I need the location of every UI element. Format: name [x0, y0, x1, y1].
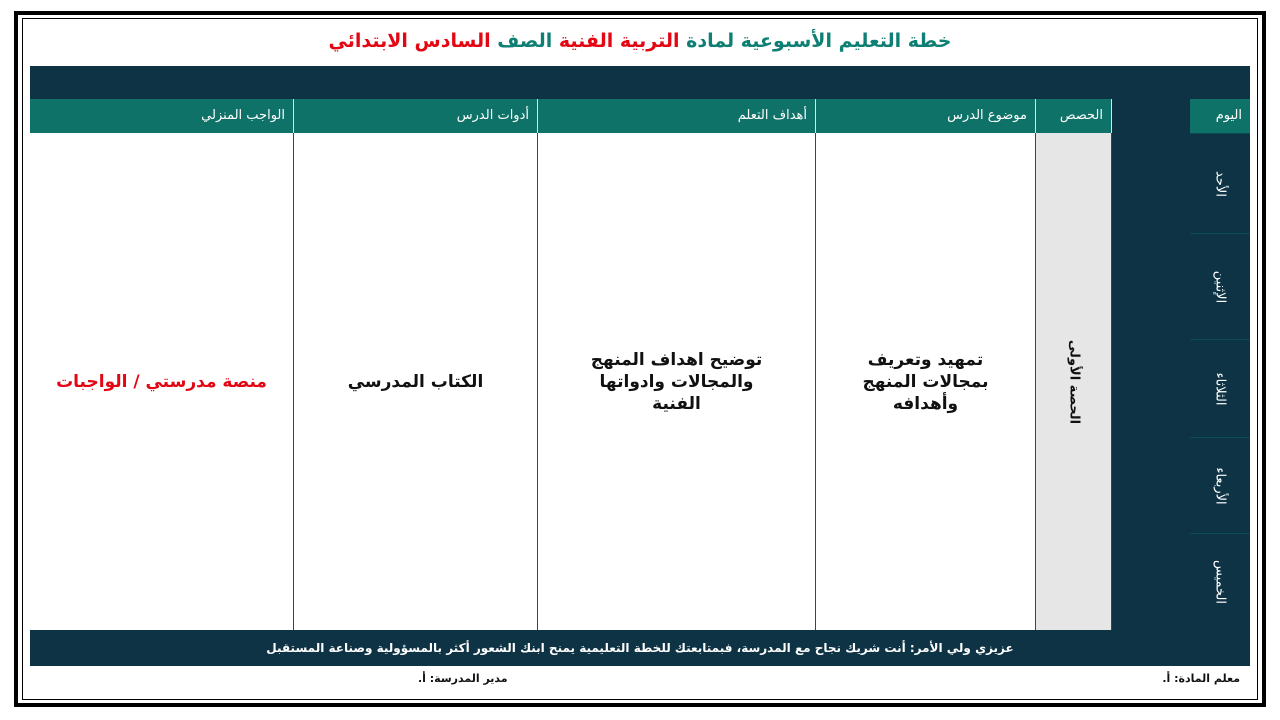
title-part-3: الصف	[490, 30, 559, 52]
cell-homework: منصة مدرستي / الواجبات	[30, 133, 294, 630]
day-label: الأحد	[1212, 170, 1228, 197]
page-title	[30, 24, 1250, 64]
top-band	[30, 66, 1250, 99]
cell-tools: الكتاب المدرسي	[294, 133, 538, 630]
header-periods: الحصص	[1036, 99, 1112, 133]
header-topic: موضوع الدرس	[816, 99, 1036, 133]
header-day: اليوم	[1190, 99, 1250, 133]
cell-objectives: توضيح اهداف المنهج والمجالات وادواتها الفنية	[538, 133, 816, 630]
day-column	[1112, 99, 1250, 630]
day-tuesday	[1190, 339, 1250, 437]
teacher-signature: معلم المادة: أ.	[1162, 672, 1240, 685]
day-label: الإثنين	[1212, 270, 1228, 303]
day-thursday	[1190, 533, 1250, 630]
cell-topic: تمهيد وتعريف بمجالات المنهج وأهدافه	[816, 133, 1036, 630]
header-homework: الواجب المنزلي	[30, 99, 294, 133]
day-monday	[1190, 233, 1250, 339]
day-label: الثلاثاء	[1212, 372, 1228, 405]
day-sunday	[1190, 133, 1250, 233]
day-wednesday	[1190, 437, 1250, 533]
period-label: الحصة الأولى	[1066, 339, 1081, 424]
plan-table	[30, 66, 1250, 666]
day-label: الأربعاء	[1212, 466, 1228, 505]
title-grade: السادس الابتدائي	[328, 30, 491, 52]
title-subject: التربية الفنية	[558, 30, 680, 52]
parent-message: عزيزي ولي الأمر: أنت شريك نجاح مع المدرسة، فبمتابعتك للخطة التعليمية يمنح ابنك الشعور أكثر بالمسؤولية وصناعة المستقبل	[30, 630, 1250, 666]
header-tools: أدوات الدرس	[294, 99, 538, 133]
day-label: الخميس	[1212, 560, 1228, 604]
principal-signature: مدير المدرسة: أ.	[418, 672, 508, 685]
title-part-1: خطة التعليم الأسبوعية لمادة	[679, 30, 952, 52]
cell-period	[1036, 133, 1112, 630]
header-objectives: أهداف التعلم	[538, 99, 816, 133]
